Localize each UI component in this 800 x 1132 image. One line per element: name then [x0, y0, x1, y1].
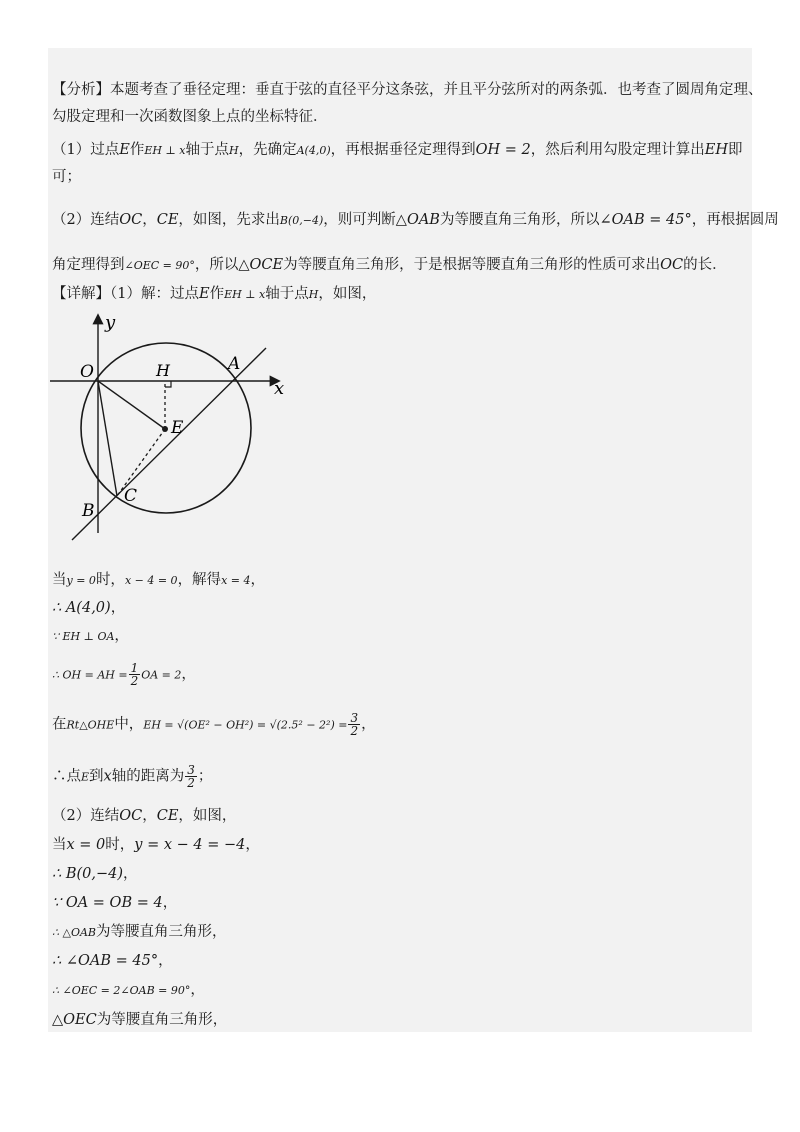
point-e — [162, 426, 168, 432]
analysis-line-6: 角定理得到∠OEC = 90°，所以△OCE为等腰直角三角形，于是根据等腰直角三角形的性质可求出OC的长． — [52, 257, 727, 273]
label-h: H — [156, 361, 170, 380]
step-11: ∴ △OAB为等腰直角三角形， — [52, 924, 227, 940]
step-10: ∵ OA = OB = 4， — [52, 895, 178, 911]
label-x: x — [274, 378, 285, 399]
step-1: 当y = 0时，x − 4 = 0，解得x = 4， — [52, 572, 265, 588]
fraction-distance: $\frac{3}{2}$ — [187, 763, 195, 790]
step-9: ∴ B(0,−4)， — [52, 866, 138, 882]
label-c: C — [124, 486, 138, 506]
analysis-line-2: 勾股定理和一次函数图象上点的坐标特征． — [52, 109, 328, 125]
detail-line-1: 【详解】（1）解：过点E作EH ⊥ x轴于点H，如图， — [52, 286, 377, 302]
label-o: O — [80, 362, 94, 382]
segment-oe — [98, 381, 165, 429]
analysis-line-4: 可； — [52, 169, 81, 185]
step-3: ∵ EH ⊥ OA， — [52, 628, 129, 644]
analysis-line-5: （2）连结OC，CE，如图，先求出B(0,−4)，则可判断△OAB为等腰直角三角形，所以∠OAB = 45°，再根据圆周 — [52, 212, 779, 228]
step-13: ∴ ∠OEC = 2∠OAB = 90°， — [52, 982, 205, 998]
step-7: （2）连结OC，CE，如图， — [52, 808, 237, 824]
right-angle-mark — [165, 381, 171, 387]
analysis-line-3: （1）过点E作EH ⊥ x轴于点H，先确定A(4,0)，再根据垂径定理得到OH = 2，然后利用勾股定理计算出EH即 — [52, 142, 743, 158]
label-b: B — [82, 501, 95, 521]
fraction-three-halves: $\frac{3}{2}$ — [350, 711, 359, 738]
step-12: ∴ ∠OAB = 45°， — [52, 953, 173, 969]
label-e: E — [171, 418, 184, 438]
step-4: ∴ OH = AH = $\frac{1}{2}$ OA = 2， — [52, 661, 196, 688]
step-6: ∴点E到x轴的距离为 $\frac{3}{2}$ ； — [52, 763, 213, 790]
geometry-figure — [50, 308, 300, 548]
step-8: 当x = 0时，y = x − 4 = −4， — [52, 837, 260, 853]
analysis-line-1: 【分析】本题考查了垂径定理：垂直于弦的直径平分这条弦，并且平分弦所对的两条弧．也考查了圆周角定理、 — [52, 82, 763, 98]
step-5: 在Rt△OHE中，EH = √(OE² − OH²) = √(2.5² − 2²) = $\frac{3}{2}$ ， — [52, 711, 376, 738]
step-14: △OEC为等腰直角三角形， — [52, 1012, 228, 1028]
label-a: A — [228, 354, 241, 374]
label-y: y — [105, 312, 116, 333]
step-2: ∴ A(4,0)， — [52, 600, 126, 616]
fraction-half: $\frac{1}{2}$ — [130, 661, 139, 688]
segment-oc — [98, 381, 117, 496]
